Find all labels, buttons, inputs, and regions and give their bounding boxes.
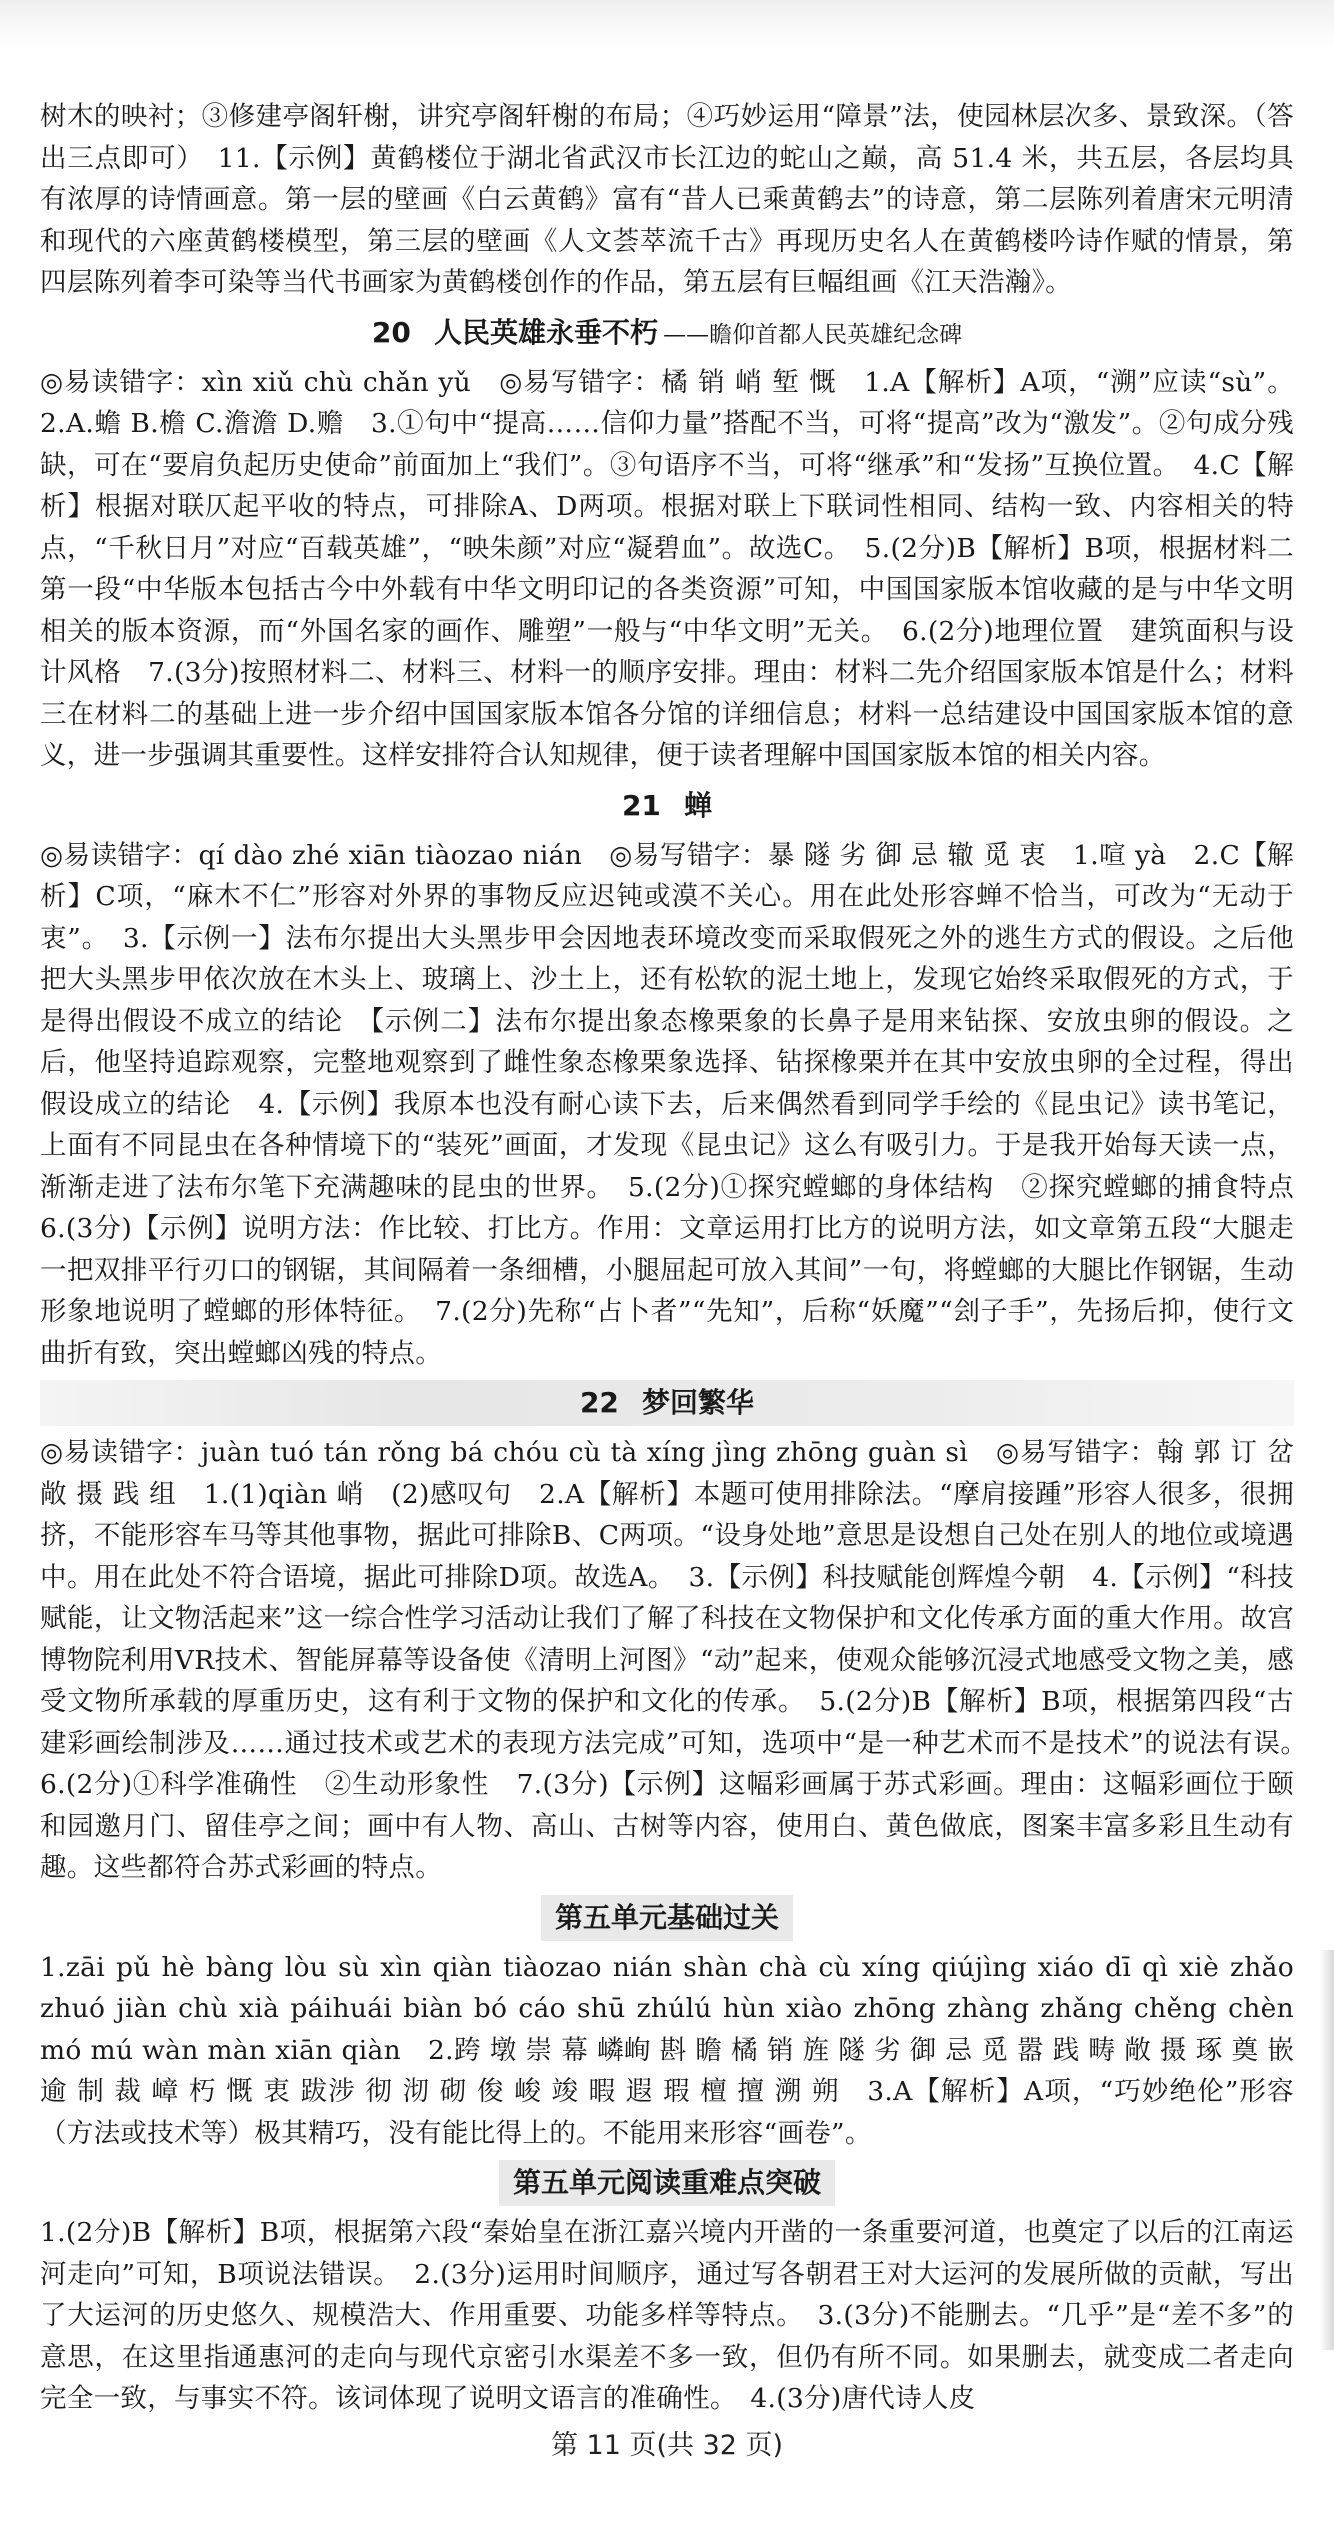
- lesson-20-heading: [40, 310, 1294, 356]
- lesson-title: 蝉: [684, 788, 713, 822]
- lesson-22-heading: [40, 1380, 1294, 1426]
- lesson-number: 20: [371, 315, 411, 349]
- lesson-title: 人民英雄永垂不朽: [433, 315, 658, 349]
- lesson-number: 22: [579, 1386, 619, 1419]
- unit5-basics-heading: [40, 1895, 1294, 1941]
- lesson-subtitle: ——瞻仰首都人民英雄纪念碑: [663, 321, 963, 348]
- paragraph-lesson20-answers: ◎易读错字：xìn xiǔ chù chǎn yǔ ◎易写错字：橘 销 峭 堑 慨 1.A【解析】A项，“溯”应读“sù”。 2.A.蟾 B.檐 C.澹澹 D.赡 3.①句中“提高……信仰力量”搭配不当，可将“提高”改为“激发”。②句成分残缺，可在“要肩负起历史使命”前面加上“我们”。③句语序不当，可将“继承”和“发扬”互换位置。 4.C【解析】根据对联仄起平收的特点，可排除A、D两项。根据对联上下联词性相同、结构一致、内容相关的特点，“千秋日月”对应“百载英雄”，“映朱颜”对应“凝碧血”。故选C。 5.(2分)B【解析】B项，根据材料二第一段“中华版本包括古今中外载有中华文明印记的各类资源”可知，中国国家版本馆收藏的是与中华文明相关的版本资源，而“外国名家的画作、雕塑”一般与“中华文明”无关。 6.(2分)地理位置 建筑面积与设计风格 7.(3分)按照材料二、材料三、材料一的顺序安排。理由：材料二先介绍国家版本馆是什么；材料三在材料二的基础上进一步介绍中国国家版本馆各分馆的详细信息；材料一总结建设中国国家版本馆的意义，进一步强调其重要性。这样安排符合认知规律，便于读者理解中国国家版本馆的相关内容。: [40, 366, 1294, 771]
- top-edge-shade: [0, 0, 1334, 50]
- lesson-title: 梦回繁华: [642, 1386, 755, 1419]
- unit5-reading-heading: [40, 2160, 1294, 2206]
- answer-page: [40, 96, 1321, 2420]
- paragraph-unit5-reading: 1.(2分)B【解析】B项，根据第六段“秦始皇在浙江嘉兴境内开凿的一条重要河道，也奠定了以后的江南运河走向”可知，B项说法错误。 2.(3分)运用时间顺序，通过写各朝君王对大运河的发展所做的贡献，写出了大运河的历史悠久、规模浩大、作用重要、功能多样等特点。 3.(3分)不能删去。“几乎”是“差不多”的意思，在这里指通惠河的走向与现代京密引水渠差不多一致，但仍有所不同。如果删去，就变成二者走向完全一致，与事实不符。该词体现了说明文语言的准确性。 4.(3分)唐代诗人皮: [40, 2217, 1294, 2414]
- lesson-number: 21: [621, 788, 661, 822]
- paragraph-lesson22-answers: ◎易读错字：juàn tuó tán rǒng bá chóu cù tà xíng jìng zhōng guàn sì ◎易写错字：翰 郭 订 岔 敞 摄 践 组 1.(1)qiàn 峭 (2)感叹句 2.A【解析】本题可使用排除法。“摩肩接踵”形容人很多，很拥挤，不能形容车马等其他事物，据此可排除B、C两项。“设身处地”意思是设想自己处在别人的地位或境遇中。用在此处不符合语境，据此可排除D项。故选A。 3.【示例】科技赋能创辉煌今朝 4.【示例】“科技赋能，让文物活起来”这一综合性学习活动让我们了解了科技在文物保护和文化传承方面的重大作用。故宫博物院利用VR技术、智能屏幕等设备使《清明上河图》“动”起来，使观众能够沉浸式地感受文物之美，感受文物所承载的厚重历史，这有利于文物的保护和文化的传承。 5.(2分)B【解析】B项，根据第四段“古建彩画绘制涉及……通过技术或艺术的表现方法完成”可知，选项中“是一种艺术而不是技术”的说法有误。 6.(2分)①科学准确性 ②生动形象性 7.(3分)【示例】这幅彩画属于苏式彩画。理由：这幅彩画位于颐和园邀月门、留佳亭之间；画中有人物、高山、古树等内容，使用白、黄色做底，图案丰富多彩且生动有趣。这些都符合苏式彩画的特点。: [40, 1437, 1321, 1883]
- paragraph-lesson19-tail: 树木的映衬；③修建亭阁轩榭，讲究亭阁轩榭的布局；④巧妙运用“障景”法，使园林层次多、景致深。（答出三点即可） 11.【示例】黄鹤楼位于湖北省武汉市长江边的蛇山之巅，高 51.4 米，共五层，各层均具有浓厚的诗情画意。第一层的壁画《白云黄鹤》富有“昔人已乘黄鹤去”的诗意，第二层陈列着唐宋元明清和现代的六座黄鹤楼模型，第三层的壁画《人文荟萃流千古》再现历史名人在黄鹤楼吟诗作赋的情景，第四层陈列着李可染等当代书画家为黄鹤楼创作的作品，第五层有巨幅组画《江天浩瀚》。: [40, 101, 1294, 298]
- paragraph-unit5-basics: 1.zāi pǔ hè bàng lòu sù xìn qiàn tiàozao nián shàn chà cù xíng qiújìng xiáo dī qì xiè zhǎo zhuó jiàn chù xià páihuái biàn bó cáo shū zhúlú hùn xiào zhōng zhàng zhǎng chěng chèn mó mú wàn màn xiān qiàn 2.跨 墩 崇 幕 嶙峋 斟 瞻 橘 销 旌 隧 劣 御 忌 觅 嚣 践 畴 敞 摄 琢 奠 嵌 逾 制 裁 嶂 朽 慨 衷 跋涉 彻 沏 砌 俊 峻 竣 暇 遐 瑕 檀 擅 溯 朔 3.A【解析】A项，“巧妙绝伦”形容（方法或技术等）极其精巧，没有能比得上的。不能用来形容“画卷”。: [40, 1951, 1294, 2149]
- paragraph-lesson21-answers: ◎易读错字：qí dào zhé xiān tiàozao nián ◎易写错字：暴 隧 劣 御 忌 辙 觅 衷 1.喧 yà 2.C【解析】C项，“麻木不仁”形容对外界的事物反应迟钝或漠不关心。用在此处形容蝉不恰当，可改为“无动于衷”。 3.【示例一】法布尔提出大头黑步甲会因地表环境改变而采取假死之外的逃生方式的假设。之后他把大头黑步甲依次放在木头上、玻璃上、沙土上，还有松软的泥土地上，发现它始终采取假死的方式，于是得出假设不成立的结论 【示例二】法布尔提出象态橡栗象的长鼻子是用来钻探、安放虫卵的假设。之后，他坚持追踪观察，完整地观察到了雌性象态橡栗象选择、钻探橡栗并在其中安放虫卵的全过程，得出假设成立的结论 4.【示例】我原本也没有耐心读下去，后来偶然看到同学手绘的《昆虫记》读书笔记，上面有不同昆虫在各种情境下的“装死”画面，才发现《昆虫记》这么有吸引力。于是我开始每天读一点，渐渐走进了法布尔笔下充满趣味的昆虫的世界。 5.(2分)①探究螳螂的身体结构 ②探究螳螂的捕食特点 6.(3分)【示例】说明方法：作比较、打比方。作用：文章运用打比方的说明方法，如文章第五段“大腿走一把双排平行刃口的钢锯，其间隔着一条细槽，小腿屈起可放入其间”一句，将螳螂的大腿比作钢锯，生动形象地说明了螳螂的形体特征。 7.(2分)先称“占卜者”“先知”，后称“妖魔”“刽子手”，先扬后抑，使行文曲折有致，突出螳螂凶残的特点。: [40, 839, 1321, 1369]
- right-edge-shade: [1320, 1950, 1334, 2350]
- lesson-21-heading: [40, 783, 1294, 829]
- section-title: 第五单元基础过关: [541, 1895, 793, 1941]
- page-number-footer: 第 11 页(共 32 页): [550, 2430, 784, 2461]
- section-title: 第五单元阅读重难点突破: [499, 2160, 835, 2206]
